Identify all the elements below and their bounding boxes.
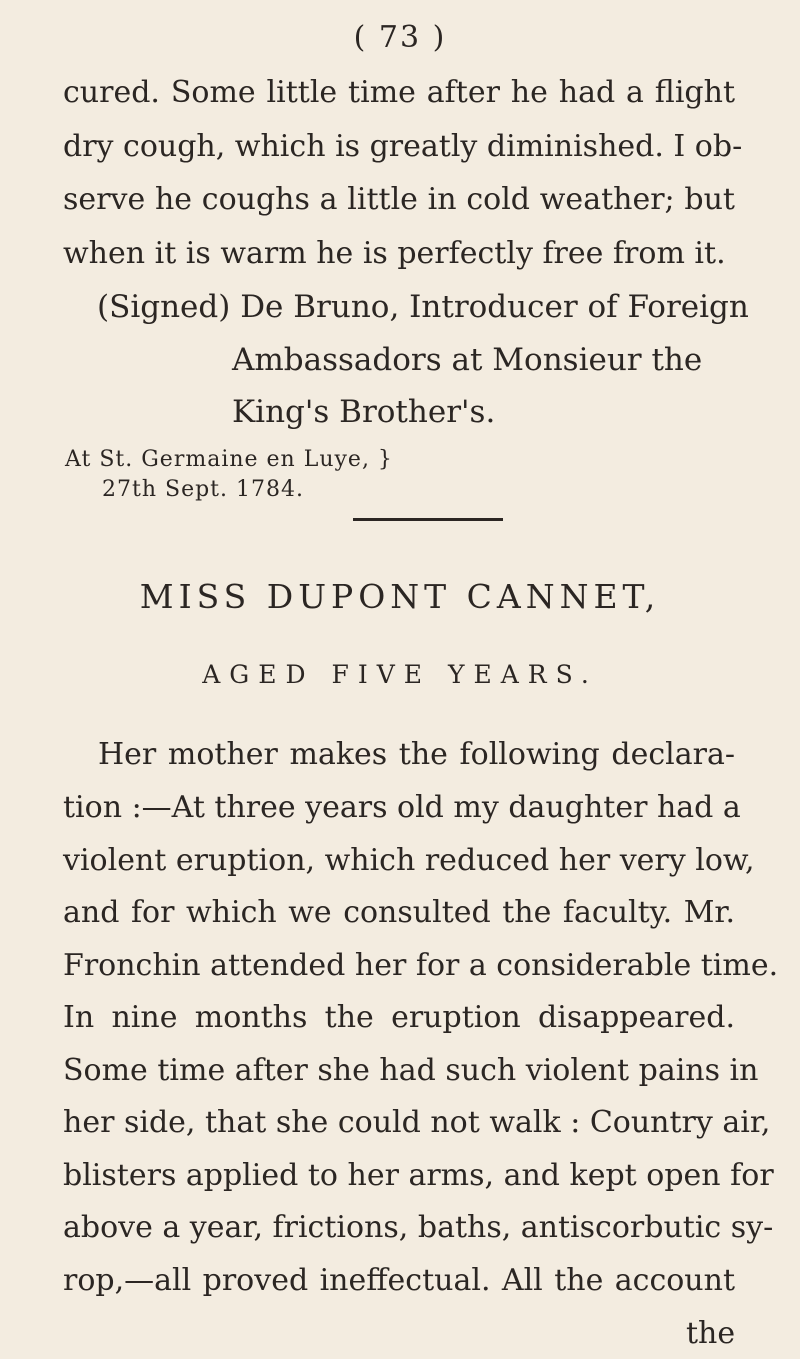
text-line: dry cough, which is greatly diminished. I ob- [63, 129, 743, 164]
text-line: Fronchin attended her for a considerable time. [63, 948, 779, 983]
section-title: MISS DUPONT CANNET, [139, 577, 661, 616]
section-subtitle: AGED FIVE YEARS. [202, 660, 598, 689]
text-line: blisters applied to her arms, and kept open for [63, 1158, 774, 1193]
text-line: her side, that she could not walk : Country air, [63, 1105, 771, 1140]
text-line: cured. Some little time after he had a flight [63, 75, 735, 110]
text-line: violent eruption, which reduced her very low, [63, 843, 755, 878]
signature-line: King's Brother's. [232, 394, 496, 430]
date-line: 27th Sept. 1784. [102, 477, 304, 502]
place-line: At St. Germaine en Luye, } [65, 447, 393, 472]
section-divider [353, 518, 503, 521]
text-line: and for which we consulted the faculty. Mr. [63, 895, 735, 930]
catchword: the [686, 1316, 736, 1351]
text-line: serve he coughs a little in cold weather; but [63, 182, 735, 217]
text-line: above a year, frictions, baths, antiscorbutic sy- [63, 1210, 774, 1245]
text-line: Some time after she had such violent pains in [63, 1053, 759, 1088]
signature-line: (Signed) De Bruno, Introducer of Foreign [97, 289, 749, 325]
page-number: ( 73 ) [353, 20, 447, 55]
text-line: rop,—all proved ineffectual. All the account [63, 1263, 735, 1298]
text-line: when it is warm he is perfectly free from it. [63, 236, 726, 271]
text-line: Her mother makes the following declara- [98, 737, 735, 772]
text-line: In nine months the eruption disappeared. [63, 1000, 735, 1035]
signature-line: Ambassadors at Monsieur the [232, 342, 703, 378]
text-line: tion :—At three years old my daughter had a [63, 790, 741, 825]
